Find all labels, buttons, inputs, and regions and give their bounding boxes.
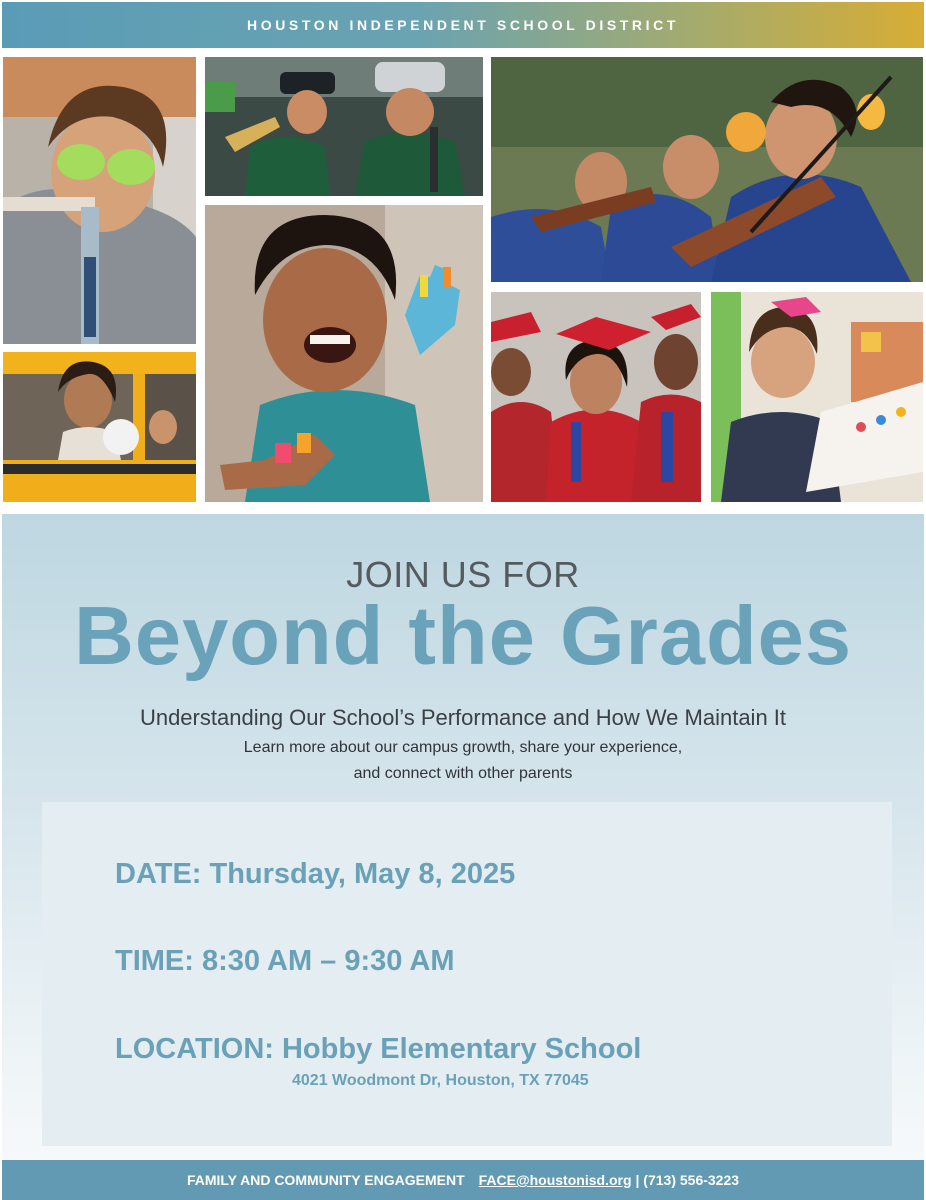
footer-bar <box>2 1160 924 1200</box>
photo-mariachi-violinists <box>491 57 923 282</box>
photo-science-student <box>3 57 196 344</box>
footer-phone: | (713) 556-3223 <box>635 1172 740 1188</box>
district-name: HOUSTON INDEPENDENT SCHOOL DISTRICT <box>247 17 679 33</box>
photo-laughing-child <box>205 205 483 502</box>
event-time: TIME: 8:30 AM – 9:30 AM <box>115 945 455 977</box>
event-description-line-2: and connect with other parents <box>353 765 573 782</box>
event-details-box <box>42 802 892 1146</box>
photo-reading-child <box>711 292 923 502</box>
event-title: Beyond the Grades <box>73 589 853 682</box>
join-us-heading: JOIN US FOR <box>346 554 580 595</box>
photo-graduates <box>491 292 701 502</box>
event-location: LOCATION: Hobby Elementary School <box>115 1033 642 1065</box>
event-address: 4021 Woodmont Dr, Houston, TX 77045 <box>292 1072 589 1089</box>
event-description-line-1: Learn more about our campus growth, share your experience, <box>243 739 683 756</box>
header-banner <box>2 2 924 48</box>
event-panel <box>2 514 924 1160</box>
photo-marching-band <box>205 57 483 196</box>
event-subtitle: Understanding Our School’s Performance and How We Maintain It <box>139 705 787 730</box>
footer-email-link[interactable]: FACE@houstonisd.org <box>478 1172 632 1188</box>
event-date: DATE: Thursday, May 8, 2025 <box>115 858 516 890</box>
footer-department: FAMILY AND COMMUNITY ENGAGEMENT <box>186 1172 465 1188</box>
photo-school-bus <box>3 352 196 502</box>
